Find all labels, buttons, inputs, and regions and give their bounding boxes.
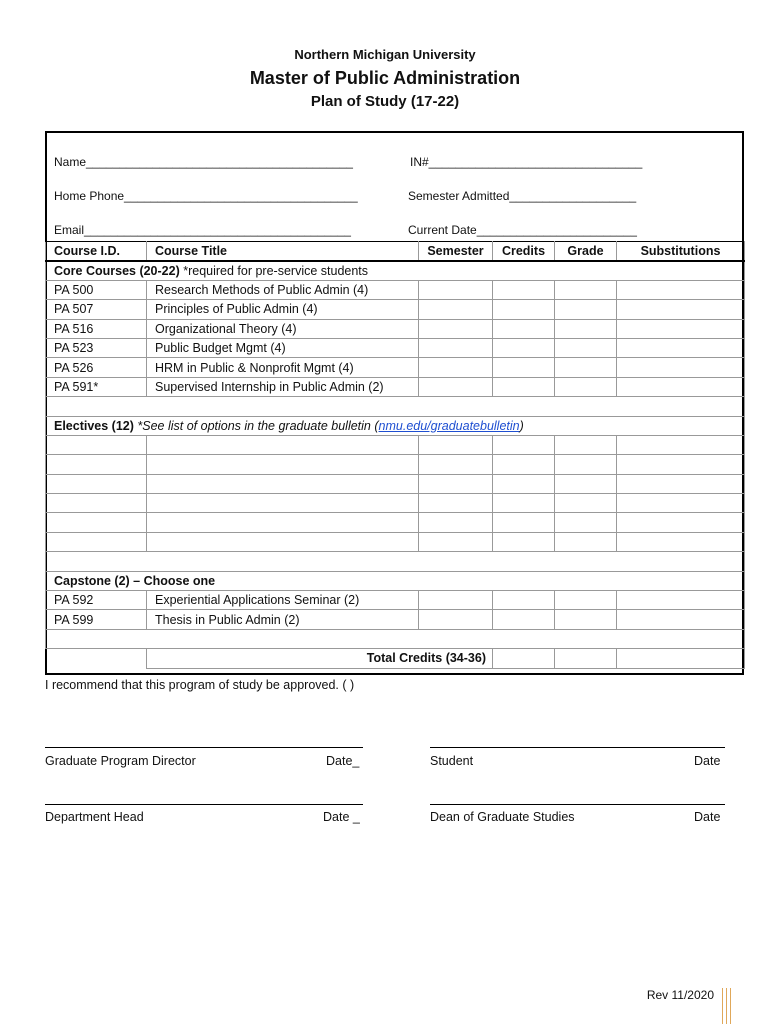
course-id: PA 526 (46, 358, 147, 377)
dean-signature-line[interactable] (430, 804, 725, 805)
total-row (46, 649, 745, 668)
core-section-row (46, 261, 745, 280)
course-title-cell[interactable] (147, 532, 419, 551)
col-header-substitutions: Substitutions (617, 242, 745, 261)
dean-label: Dean of Graduate Studies (430, 810, 575, 824)
credits-cell[interactable] (493, 532, 555, 551)
semester-cell[interactable] (419, 474, 493, 493)
course-id: PA 592 (46, 591, 147, 610)
grade-cell[interactable] (555, 338, 617, 357)
credits-cell[interactable] (493, 338, 555, 357)
table-row (46, 377, 745, 396)
capstone-section-row (46, 571, 745, 590)
semester-cell[interactable] (419, 280, 493, 299)
course-title: Principles of Public Admin (4) (147, 300, 419, 319)
course-title: HRM in Public & Nonprofit Mgmt (4) (147, 358, 419, 377)
grade-cell[interactable] (555, 474, 617, 493)
dept-head-signature-line[interactable] (45, 804, 363, 805)
credits-cell[interactable] (493, 319, 555, 338)
grade-cell[interactable] (555, 513, 617, 532)
electives-section-row (46, 416, 745, 435)
student-signature-line[interactable] (430, 747, 725, 748)
home-phone-field[interactable]: Home Phone___________________________________ (54, 189, 358, 203)
semester-cell[interactable] (419, 591, 493, 610)
bar-3 (730, 988, 731, 1024)
grade-cell[interactable] (555, 280, 617, 299)
decorative-bars (722, 988, 736, 1024)
credits-cell[interactable] (493, 455, 555, 474)
bar-1 (722, 988, 723, 1024)
substitutions-cell[interactable] (617, 435, 745, 454)
substitutions-cell[interactable] (617, 494, 745, 513)
elective-row (46, 455, 745, 474)
table-row (46, 358, 745, 377)
credits-cell[interactable] (493, 474, 555, 493)
credits-cell[interactable] (493, 494, 555, 513)
in-number-field[interactable]: IN#________________________________ (410, 155, 643, 169)
table-row (46, 610, 745, 629)
course-title: Supervised Internship in Public Admin (2) (147, 377, 419, 396)
substitutions-cell[interactable] (617, 610, 745, 629)
table-row (46, 319, 745, 338)
current-date-field[interactable]: Current Date________________________ (408, 223, 637, 237)
grade-cell[interactable] (555, 358, 617, 377)
dept-head-date-label: Date _ (323, 810, 360, 824)
university-name: Northern Michigan University (294, 47, 476, 62)
spacer-row (46, 552, 745, 571)
director-signature-line[interactable] (45, 747, 363, 748)
director-date-label: Date_ (326, 754, 360, 768)
core-section-label (46, 261, 745, 280)
credits-cell[interactable] (493, 358, 555, 377)
table-row (46, 591, 745, 610)
elective-row (46, 513, 745, 532)
grade-cell[interactable] (555, 435, 617, 454)
email-field[interactable]: Email________________________________________ (54, 223, 351, 237)
table-row (46, 338, 745, 357)
substitutions-cell[interactable] (617, 280, 745, 299)
semester-cell[interactable] (419, 338, 493, 357)
spacer-row (46, 629, 745, 648)
semester-cell[interactable] (419, 435, 493, 454)
bar-2 (726, 988, 727, 1024)
semester-cell[interactable] (419, 358, 493, 377)
electives-section-title: Electives (12) (54, 418, 134, 433)
revision-label: Rev 11/2020 (646, 988, 714, 1002)
grade-cell[interactable] (555, 591, 617, 610)
credits-cell[interactable] (493, 591, 555, 610)
substitutions-cell[interactable] (617, 358, 745, 377)
course-title: Thesis in Public Admin (2) (147, 610, 419, 629)
course-title-cell[interactable] (147, 494, 419, 513)
spacer-cell (46, 629, 745, 648)
credits-cell[interactable] (493, 513, 555, 532)
elective-row (46, 532, 745, 551)
spacer-row (46, 397, 745, 416)
capstone-section-label: Capstone (2) – Choose one (46, 571, 745, 590)
elective-row (46, 435, 745, 454)
substitutions-cell[interactable] (617, 455, 745, 474)
semester-admitted-field[interactable]: Semester Admitted___________________ (408, 189, 637, 203)
grade-cell[interactable] (555, 494, 617, 513)
semester-cell[interactable] (419, 494, 493, 513)
course-id-cell[interactable] (46, 455, 147, 474)
table-row (46, 300, 745, 319)
document-subtitle: Plan of Study (17-22) (310, 93, 460, 110)
grade-cell[interactable] (555, 377, 617, 396)
course-id-cell[interactable] (46, 513, 147, 532)
total-credits-label: Total Credits (34-36) (147, 649, 493, 668)
core-section-title: Core Courses (20-22) (54, 263, 180, 278)
course-title: Public Budget Mgmt (4) (147, 338, 419, 357)
dean-date-label: Date (694, 810, 721, 824)
course-id: PA 591* (46, 377, 147, 396)
col-header-course-id: Course I.D. (46, 242, 147, 261)
electives-section-note: *See list of options in the graduate bulletin ( (133, 418, 379, 433)
table-header-row (46, 242, 745, 261)
course-id-cell[interactable] (46, 532, 147, 551)
col-header-course-title: Course Title (147, 242, 419, 261)
spacer-cell (46, 397, 745, 416)
grade-cell[interactable] (555, 300, 617, 319)
semester-cell[interactable] (419, 513, 493, 532)
course-title-cell[interactable] (147, 435, 419, 454)
credits-cell[interactable] (493, 377, 555, 396)
substitutions-cell[interactable] (617, 377, 745, 396)
grade-cell[interactable] (555, 610, 617, 629)
grade-cell[interactable] (555, 319, 617, 338)
course-id-cell[interactable] (46, 494, 147, 513)
course-title-cell[interactable] (147, 474, 419, 493)
course-title-cell[interactable] (147, 513, 419, 532)
total-blank-cell (46, 649, 147, 668)
substitutions-cell[interactable] (617, 338, 745, 357)
spacer-cell (46, 552, 745, 571)
grade-cell[interactable] (555, 455, 617, 474)
grade-cell[interactable] (555, 532, 617, 551)
electives-section-label (46, 416, 745, 435)
semester-cell[interactable] (419, 300, 493, 319)
course-title: Experiential Applications Seminar (2) (147, 591, 419, 610)
course-id: PA 516 (46, 319, 147, 338)
substitutions-cell[interactable] (617, 513, 745, 532)
credits-cell[interactable] (493, 435, 555, 454)
graduate-bulletin-link[interactable]: nmu.edu/graduatebulletin (378, 418, 520, 433)
course-id: PA 523 (46, 338, 147, 357)
credits-cell[interactable] (493, 300, 555, 319)
table-row (46, 280, 745, 299)
student-date-label: Date (694, 754, 721, 768)
col-header-grade: Grade (555, 242, 617, 261)
document-title: Master of Public Administration (249, 68, 521, 88)
col-header-semester: Semester (419, 242, 493, 261)
credits-cell[interactable] (493, 280, 555, 299)
total-credits-cell[interactable] (493, 649, 555, 668)
course-title: Organizational Theory (4) (147, 319, 419, 338)
substitutions-cell[interactable] (617, 319, 745, 338)
elective-row (46, 494, 745, 513)
semester-cell[interactable] (419, 532, 493, 551)
director-label: Graduate Program Director (45, 754, 196, 768)
course-id: PA 500 (46, 280, 147, 299)
substitutions-cell[interactable] (617, 300, 745, 319)
semester-cell[interactable] (419, 455, 493, 474)
semester-cell[interactable] (419, 610, 493, 629)
semester-cell[interactable] (419, 377, 493, 396)
substitutions-cell[interactable] (617, 474, 745, 493)
semester-cell[interactable] (419, 319, 493, 338)
dept-head-label: Department Head (45, 810, 144, 824)
name-field[interactable]: Name________________________________________ (54, 155, 353, 169)
course-title: Research Methods of Public Admin (4) (147, 280, 419, 299)
student-label: Student (430, 754, 474, 768)
electives-note-close: ) (519, 418, 524, 433)
course-id: PA 599 (46, 610, 147, 629)
credits-cell[interactable] (493, 610, 555, 629)
total-substitutions-cell[interactable] (617, 649, 745, 668)
col-header-credits: Credits (493, 242, 555, 261)
course-title-cell[interactable] (147, 455, 419, 474)
course-id-cell[interactable] (46, 435, 147, 454)
course-id-cell[interactable] (46, 474, 147, 493)
recommendation-text: I recommend that this program of study be approved. ( ) (45, 678, 355, 692)
total-grade-cell[interactable] (555, 649, 617, 668)
elective-row (46, 474, 745, 493)
substitutions-cell[interactable] (617, 591, 745, 610)
substitutions-cell[interactable] (617, 532, 745, 551)
course-id: PA 507 (46, 300, 147, 319)
course-table (45, 241, 745, 669)
core-section-note: *required for pre-service students (179, 263, 369, 278)
